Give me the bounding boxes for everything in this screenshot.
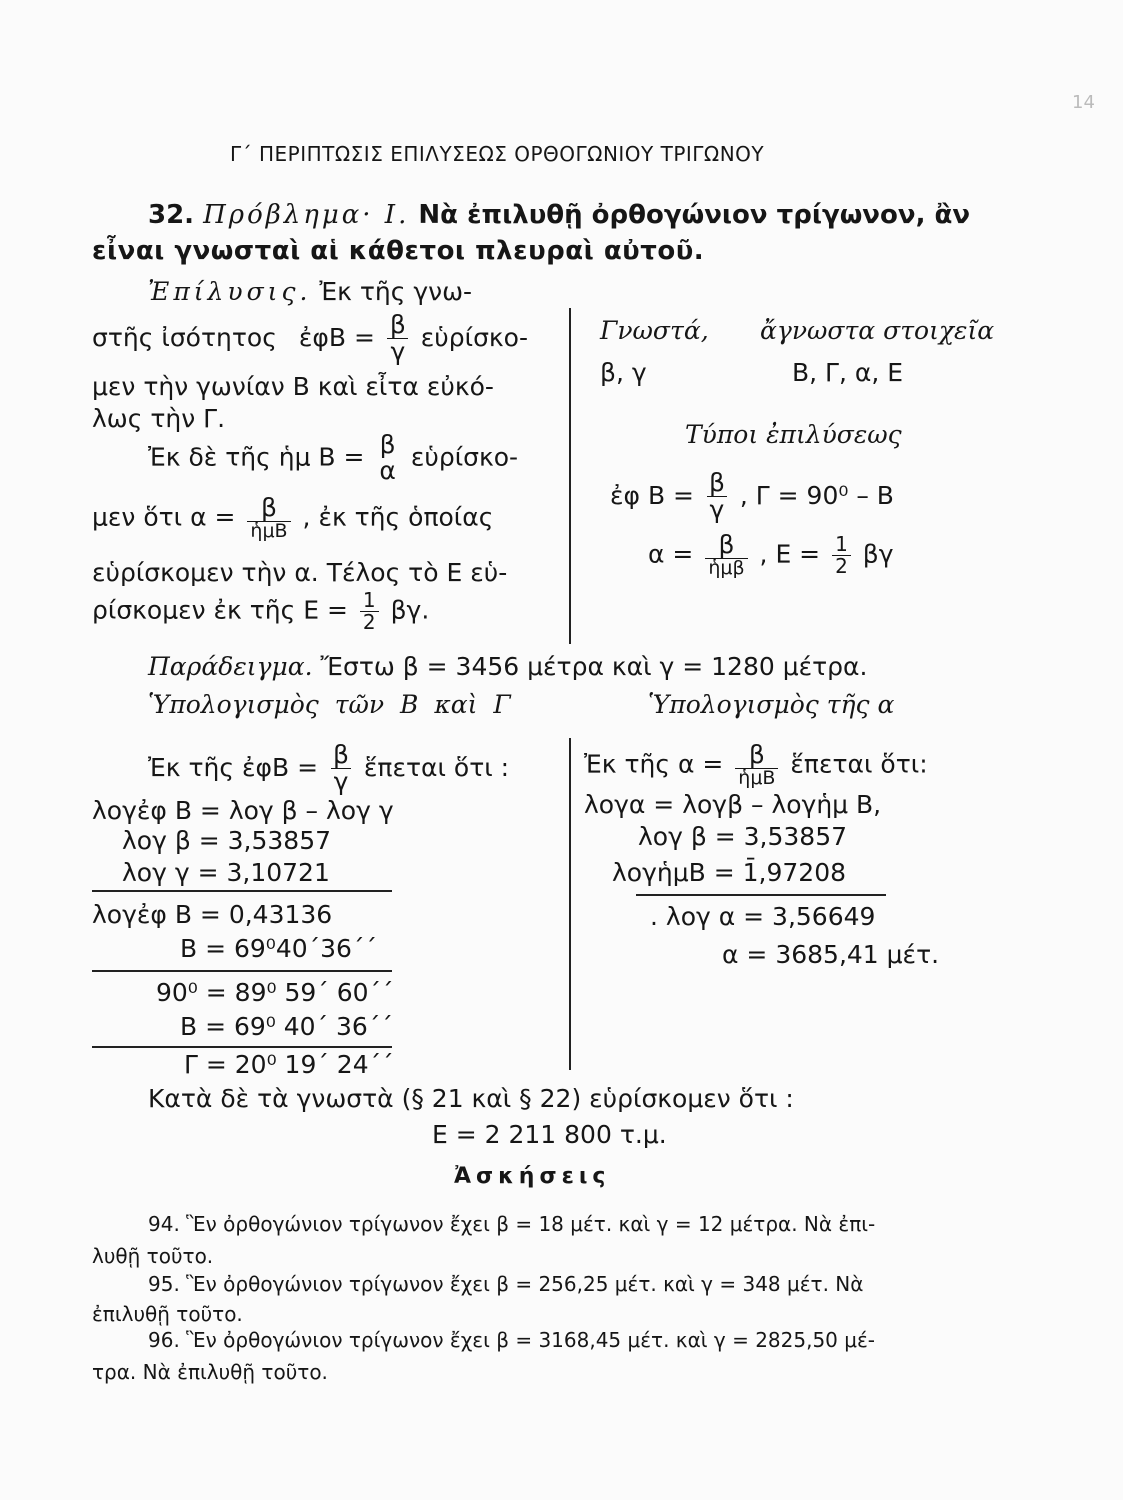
fraction-numerator: β [718, 530, 735, 559]
fraction-denominator: α [379, 456, 396, 486]
fraction-one-half [832, 534, 851, 577]
calc-left-intro-a: Ἐκ τῆς ἐφΒ = [148, 752, 319, 782]
fraction-numerator: β [389, 310, 406, 339]
solution-l5a: Ἐκ δὲ τῆς ἡμ Β = [148, 442, 365, 472]
fraction-numerator: β [379, 430, 396, 459]
conclusion-line-2: Ε = 2 211 800 τ.μ. [432, 1120, 667, 1149]
fraction-b-over-g [330, 742, 352, 796]
calc-left-line: Β = 69⁰40΄36΄΄ [180, 934, 377, 963]
fraction-numerator: 1 [362, 588, 376, 612]
fraction-b-over-g [387, 312, 409, 366]
calc-right-line: λογα = λογβ – λογἡμ Β, [584, 790, 882, 819]
exercises-title: Ἀσκήσεις [454, 1164, 611, 1189]
fraction-numerator: β [748, 740, 765, 769]
example-text: Ἔστω β = 3456 μέτρα καὶ γ = 1280 μέτρα. [320, 652, 868, 681]
fraction-denominator: ἡμΒ [247, 521, 290, 542]
calc-right-line: λογ β = 3,53857 [638, 822, 848, 851]
exercise-94-line-2: λυθῇ τοῦτο. [92, 1244, 214, 1268]
fraction-b-over-hmb [735, 742, 778, 789]
fraction-b-over-g [706, 470, 728, 524]
problem-text-2: εἶναι γνωσταὶ αἱ κάθετοι πλευραὶ αὐτοῦ. [92, 236, 705, 266]
calc-right-rule [636, 894, 886, 896]
solution-line-8 [92, 590, 429, 633]
fraction-denominator: γ [387, 338, 408, 365]
solution-l7: εὑρίσκομεν τὴν α. Τέλος τὸ Ε εὑ- [92, 558, 508, 587]
problem-line-1 [148, 200, 970, 230]
exercise-95-line-2: ἐπιλυθῇ τοῦτο. [92, 1302, 243, 1326]
fraction-denominator: γ [707, 496, 728, 523]
fraction-denominator: 2 [832, 555, 851, 577]
solution-line-6 [92, 495, 493, 542]
formula-area-rhs: βγ [862, 539, 894, 569]
calc-left-intro-b: ἕπεται ὅτι : [363, 752, 510, 782]
formula-tanb [610, 470, 894, 524]
fraction-b-over-hmb [705, 532, 747, 579]
solution-line-5 [148, 432, 518, 485]
fraction-numerator: β [261, 493, 277, 522]
solution-l5b: εὑρίσκο- [410, 442, 519, 472]
calc-right-line: . λογ α = 3,56649 [650, 902, 876, 931]
solution-l6a: μεν ὅτι α = [92, 502, 236, 532]
calc-left-line: Γ = 20⁰ 19΄ 24΄΄ [184, 1050, 394, 1079]
formula-alpha-lhs: α = [648, 539, 694, 569]
solution-l2a: στῆς ἰσότητος [92, 322, 277, 352]
fraction-numerator: β [332, 740, 349, 769]
formula-tanb-lhs: ἐφ Β = [610, 480, 694, 510]
formula-tanb-rest: , Γ = 90⁰ – Β [739, 480, 894, 510]
calc-right-intro-a: Ἐκ τῆς α = [584, 749, 724, 779]
calc-left-rule [92, 890, 392, 892]
calc-right-intro [584, 742, 928, 789]
calc-left-line: λογ β = 3,53857 [122, 826, 332, 855]
unknown-values: Β, Γ, α, Ε [792, 358, 904, 387]
calc-right-line: α = 3685,41 μέτ. [722, 940, 940, 969]
problem-text-1: Νὰ ἐπιλυθῇ ὀρθογώνιον τρίγωνον, ἂν [418, 200, 971, 230]
page-header: Γ΄ ΠΕΡΙΠΤΩΣΙΣ ΕΠΙΛΥΣΕΩΣ ΟΡΘΟΓΩΝΙΟΥ ΤΡΙΓΩΝΟΥ [230, 142, 765, 166]
fraction-numerator: 1 [835, 532, 848, 557]
calc-left-line: 90⁰ = 89⁰ 59΄ 60΄΄ [156, 978, 394, 1007]
calc-left-line: λογἐφ Β = λογ β – λογ γ [92, 796, 394, 825]
problem-label: Πρόβλημα· Ι. [203, 200, 410, 230]
solution-l8a: ρίσκομεν ἐκ τῆς Ε = [92, 595, 348, 625]
fraction-denominator: ἡμβ [705, 558, 747, 579]
solution-title: Ἐπίλυσις. [148, 277, 312, 306]
conclusion-line-1: Κατὰ δὲ τὰ γνωστὰ (§ 21 καὶ § 22) εὑρίσκομεν ὅτι : [148, 1084, 794, 1113]
example-line [148, 652, 867, 681]
calc-right-title: Ὑπολογισμὸς τῆς α [648, 690, 895, 719]
solution-l4: λως τὴν Γ. [92, 404, 226, 433]
solution-l2b: ἐφΒ = [298, 322, 375, 352]
exercise-94-line-1: 94. Ἓν ὀρθογώνιον τρίγωνον ἔχει β = 18 μέτ. καὶ γ = 12 μέτρα. Νὰ ἐπι- [148, 1212, 876, 1236]
column-divider-bottom [569, 738, 571, 1070]
fraction-numerator: β [708, 468, 725, 497]
unknown-title: ἄγνωστα στοιχεῖα [760, 316, 995, 345]
fraction-one-half [360, 590, 379, 633]
solution-l6b: , ἐκ τῆς ὁποίας [302, 502, 494, 532]
calc-right-intro-b: ἕπεται ὅτι: [790, 749, 928, 779]
calc-right-line: λογἡμΒ = 1̄,97208 [612, 858, 847, 887]
fraction-denominator: ἡμΒ [735, 768, 778, 789]
exercise-95-line-1: 95. Ἓν ὀρθογώνιον τρίγωνον ἔχει β = 256,25 μέτ. καὶ γ = 348 μέτ. Νὰ [148, 1272, 864, 1296]
exercise-96-line-2: τρα. Νὰ ἐπιλυθῇ τοῦτο. [92, 1360, 328, 1384]
problem-number: 32. [148, 200, 195, 230]
formula-area-lhs: , Ε = [759, 539, 821, 569]
solution-l1: Ἐκ τῆς γνω- [319, 277, 473, 306]
calc-left-line: Β = 69⁰ 40΄ 36΄΄ [180, 1012, 393, 1041]
solution-line-1 [148, 277, 472, 306]
fraction-denominator: 2 [360, 611, 379, 633]
solution-l2c: εὑρίσκο- [420, 322, 528, 352]
exercise-96-line-1: 96. Ἓν ὀρθογώνιον τρίγωνον ἔχει β = 3168,45 μέτ. καὶ γ = 2825,50 μέ- [148, 1328, 876, 1352]
known-values: β, γ [600, 358, 647, 387]
calc-left-line: λογἐφ Β = 0,43136 [92, 900, 333, 929]
fraction-denominator: γ [331, 768, 352, 795]
solution-l3: μεν τὴν γωνίαν Β καὶ εἶτα εὐκό- [92, 372, 494, 401]
page-number: 14 [1072, 92, 1095, 113]
calc-left-rule [92, 970, 392, 972]
example-label: Παράδειγμα. [148, 652, 313, 681]
formula-alpha-area [648, 532, 894, 579]
calc-left-rule [92, 1046, 392, 1048]
fraction-b-over-a [376, 432, 398, 485]
fraction-b-over-hmb [247, 495, 290, 542]
known-title: Γνωστά, [600, 316, 709, 345]
solution-line-2 [92, 312, 528, 366]
formulas-title: Τύποι ἐπιλύσεως [685, 420, 902, 449]
calc-left-intro [148, 742, 509, 796]
column-divider-top [569, 308, 571, 644]
calc-left-line: λογ γ = 3,10721 [122, 858, 330, 887]
solution-l8b: βγ. [390, 595, 430, 625]
calc-left-title: Ὑπολογισμὸς τῶν Β καὶ Γ [148, 690, 511, 719]
